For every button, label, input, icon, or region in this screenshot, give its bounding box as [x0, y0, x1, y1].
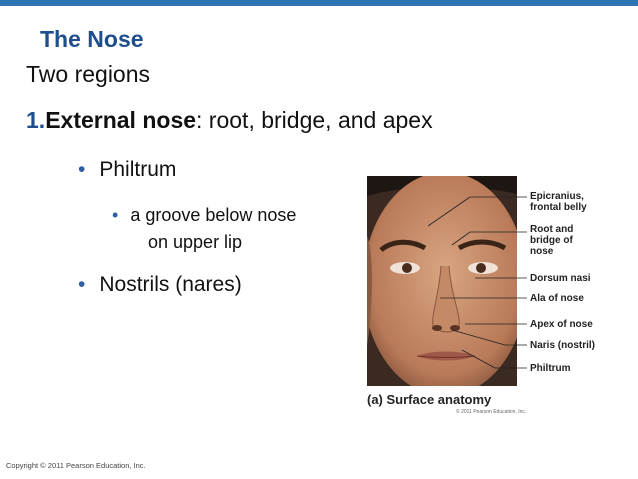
bullet-dot-icon: • [78, 158, 86, 181]
figure-caption: (a) Surface anatomy [367, 392, 492, 407]
bullet-dot-icon: • [112, 205, 119, 225]
regions-heading: Two regions [26, 61, 151, 87]
label-epicranius: Epicranius, frontal belly [530, 191, 587, 213]
label-dorsum-nasi: Dorsum nasi [530, 273, 591, 284]
bullet-dot-icon: • [78, 273, 86, 296]
external-nose-term: External nose [45, 107, 197, 133]
bullet-label: Nostrils (nares) [99, 273, 242, 296]
list-number: 1. [26, 107, 46, 133]
slide-footer: Copyright © 2011 Pearson Education, Inc. [6, 461, 146, 470]
sub-bullet-continuation: on upper lip [148, 232, 243, 252]
external-nose-desc: : root, bridge, and apex [196, 107, 433, 133]
sub-bullet-text: a groove below nose [130, 205, 297, 225]
label-apex: Apex of nose [530, 319, 593, 330]
label-naris: Naris (nostril) [530, 340, 596, 351]
label-ala: Ala of nose [530, 293, 584, 304]
figure-copyright: © 2011 Pearson Education, Inc. [456, 409, 527, 415]
bullet-label: Philtrum [99, 158, 177, 181]
slide-title: The Nose [40, 26, 144, 52]
label-root-bridge: Root and bridge of nose [530, 224, 574, 257]
label-philtrum: Philtrum [530, 363, 571, 374]
